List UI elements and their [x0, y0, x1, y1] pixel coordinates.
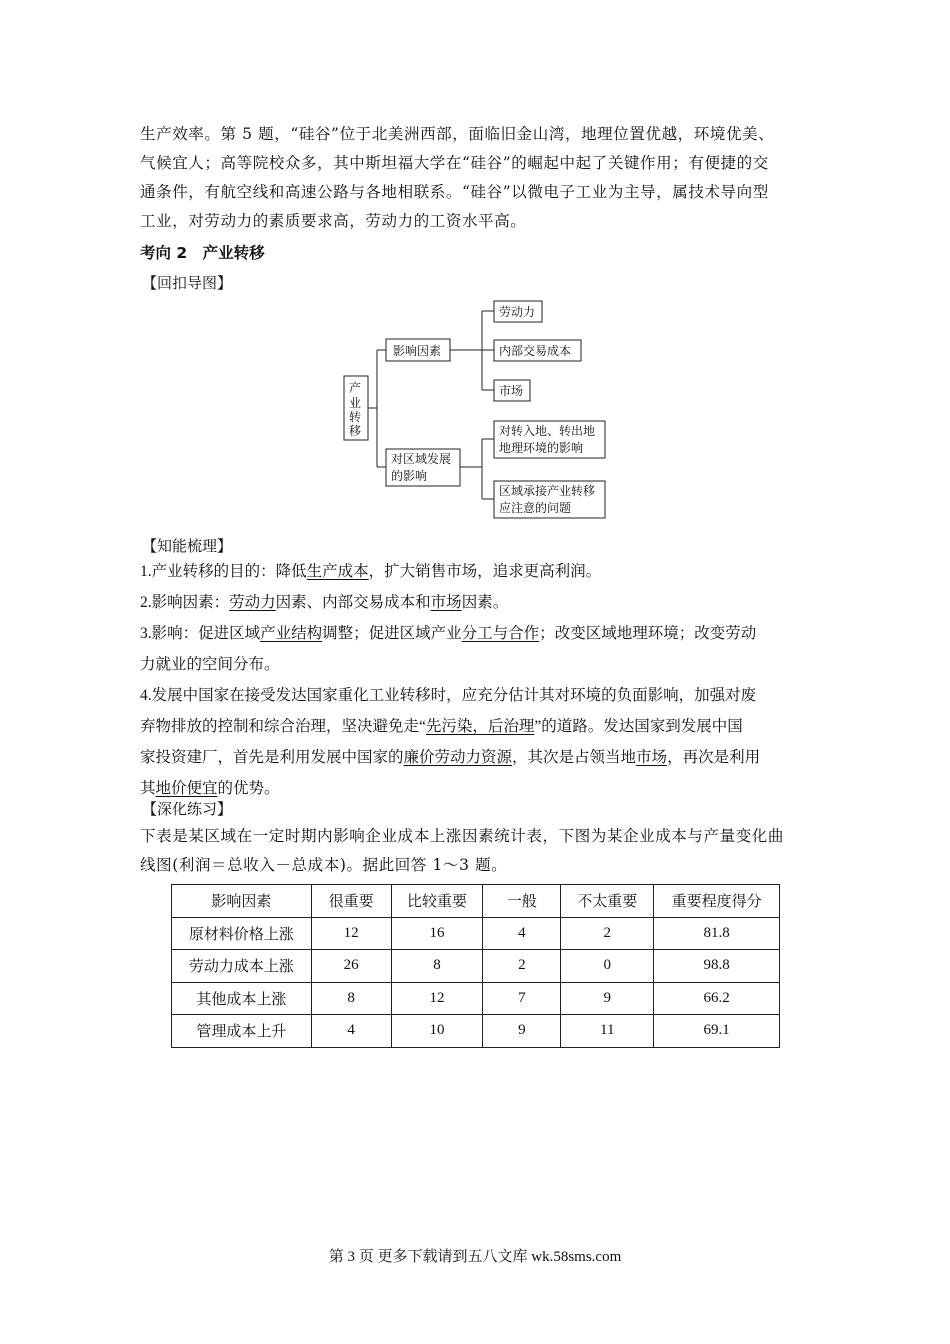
factor-connector	[450, 311, 494, 390]
table-cell: 其他成本上涨	[172, 982, 312, 1015]
knowledge-item-4-cont	[140, 711, 812, 742]
practice-intro-line: 下表是某区域在一定时期内影响企业成本上涨因素统计表，下图为某企业成本与产量变化曲	[140, 827, 785, 845]
knowledge-item-4: 4.发展中国家在接受发达国家重化工业转移时，应充分估计其对环境的负面影响，加强对废	[140, 687, 757, 704]
intro-line: 通条件，有航空线和高速公路与各地相联系。“硅谷”以微电子工业为主导，属技术导向型	[140, 183, 769, 201]
practice-heading: 【深化练习】	[142, 800, 233, 818]
table-cell: 0	[561, 950, 654, 983]
table-cell: 劳动力成本上涨	[172, 950, 312, 983]
table-header-row	[172, 885, 780, 918]
trade-cost-box	[494, 340, 581, 361]
table-cell: 2	[483, 950, 561, 983]
table-row	[172, 917, 780, 950]
intro-line: 工业，对劳动力的素质要求高，劳动力的工资水平高。	[140, 212, 527, 230]
attention-label: 应注意的问题	[499, 501, 572, 515]
practice-intro-line: 线图(利润＝总收入－总成本)。据此回答 1～3 题。	[140, 856, 508, 874]
market-box	[494, 380, 530, 401]
section-title: 考向 2 产业转移	[140, 244, 265, 262]
text-span: ，再次是利用	[667, 749, 761, 766]
table-row	[172, 950, 780, 983]
answer-underline: 生产成本	[306, 563, 369, 580]
column-header: 很重要	[311, 885, 391, 918]
env-impact-box	[494, 421, 605, 458]
table-cell: 8	[391, 950, 483, 983]
table-cell: 66.2	[654, 982, 780, 1015]
answer-underline: 劳动力	[229, 594, 276, 611]
table-cell: 26	[311, 950, 391, 983]
text-span: 2.影响因素：	[140, 594, 230, 611]
table-cell: 9	[483, 1015, 561, 1048]
table-cell: 9	[561, 982, 654, 1015]
text-span: 因素。	[461, 594, 509, 611]
root-connector	[368, 350, 386, 467]
root-char: 转	[349, 410, 362, 424]
practice-intro	[140, 822, 812, 880]
table-cell: 98.8	[654, 950, 780, 983]
table-cell: 69.1	[654, 1015, 780, 1048]
text-span: ”的道路。发达国家到发展中国	[534, 718, 743, 735]
table-cell: 81.8	[654, 917, 780, 950]
attention-label: 区域承接产业转移	[499, 484, 596, 498]
answer-underline: 地价便宜	[155, 780, 218, 797]
cost-factor-table	[171, 884, 780, 1048]
column-header: 重要程度得分	[654, 885, 780, 918]
table-cell: 12	[311, 917, 391, 950]
root-char: 业	[349, 396, 362, 410]
attention-box	[494, 481, 605, 518]
table-cell: 原材料价格上涨	[172, 917, 312, 950]
factor-box	[386, 339, 450, 361]
text-span: 其	[140, 780, 156, 797]
factor-label: 影响因素	[393, 344, 442, 358]
text-span: 调整；促进区域产业	[322, 625, 462, 642]
root-char: 产	[349, 381, 362, 395]
text-span: 家投资建厂，首先是利用发展中国家的	[140, 749, 404, 766]
knowledge-item-3-cont: 力就业的空间分布。	[140, 656, 280, 673]
knowledge-item-4-cont	[140, 742, 812, 773]
answer-underline: 廉价劳动力资源	[403, 749, 513, 766]
intro-line: 气候宜人；高等院校众多，其中斯坦福大学在“硅谷”的崛起中起了关键作用；有便捷的交	[140, 154, 769, 172]
root-box	[344, 376, 368, 440]
column-header: 一般	[483, 885, 561, 918]
table-cell: 12	[391, 982, 483, 1015]
answer-underline: 分工与合作	[461, 625, 540, 642]
column-header: 比较重要	[391, 885, 483, 918]
knowledge-section	[140, 556, 812, 804]
table-cell: 8	[311, 982, 391, 1015]
table-row	[172, 1015, 780, 1048]
column-header: 影响因素	[172, 885, 312, 918]
answer-underline: 产业结构	[260, 625, 323, 642]
knowledge-item-3	[140, 618, 812, 649]
knowledge-heading: 【知能梳理】	[142, 537, 233, 555]
review-heading: 【回扣导图】	[142, 274, 233, 292]
text-span: ，其次是占领当地	[512, 749, 637, 766]
table-cell: 11	[561, 1015, 654, 1048]
impact-label: 的影响	[391, 469, 428, 483]
text-span: 弃物排放的控制和综合治理，坚决避免走“	[140, 718, 426, 735]
table-cell: 7	[483, 982, 561, 1015]
table-cell: 2	[561, 917, 654, 950]
text-span: 的优势。	[217, 780, 280, 797]
env-impact-label: 地理环境的影响	[499, 441, 584, 455]
table-cell: 10	[391, 1015, 483, 1048]
labor-label: 劳动力	[499, 305, 536, 319]
table-cell: 4	[483, 917, 561, 950]
root-char: 移	[349, 424, 362, 438]
knowledge-item-2	[140, 587, 812, 618]
answer-underline: 市场	[430, 594, 462, 611]
impact-connector	[460, 439, 494, 499]
labor-box	[494, 301, 542, 322]
market-label: 市场	[499, 384, 524, 398]
intro-line: 生产效率。第 5 题，“硅谷”位于北美洲西部，面临旧金山湾，地理位置优越，环境优美、	[140, 125, 775, 143]
table-row	[172, 982, 780, 1015]
intro-paragraph	[140, 120, 812, 236]
table-cell: 4	[311, 1015, 391, 1048]
answer-underline: 市场	[636, 749, 668, 766]
table-cell: 16	[391, 917, 483, 950]
text-span: ；改变区域地理环境；改变劳动	[539, 625, 757, 642]
page-footer: 第 3 页 更多下载请到五八文库 wk.58sms.com	[328, 1249, 622, 1265]
knowledge-item-4-cont	[140, 773, 812, 804]
knowledge-item-1	[140, 556, 812, 587]
impact-label: 对区域发展	[391, 452, 452, 466]
text-span: 因素、内部交易成本和	[275, 594, 431, 611]
impact-box	[386, 449, 460, 486]
answer-underline: 先污染，后治理	[425, 718, 535, 735]
table-cell: 管理成本上升	[172, 1015, 312, 1048]
text-span: ，扩大销售市场，追求更高利润。	[368, 563, 602, 580]
env-impact-label: 对转入地、转出地	[499, 424, 596, 438]
trade-cost-label: 内部交易成本	[499, 344, 572, 358]
text-span: 1.产业转移的目的：降低	[140, 563, 307, 580]
text-span: 3.影响：促进区域	[140, 625, 261, 642]
column-header: 不太重要	[561, 885, 654, 918]
